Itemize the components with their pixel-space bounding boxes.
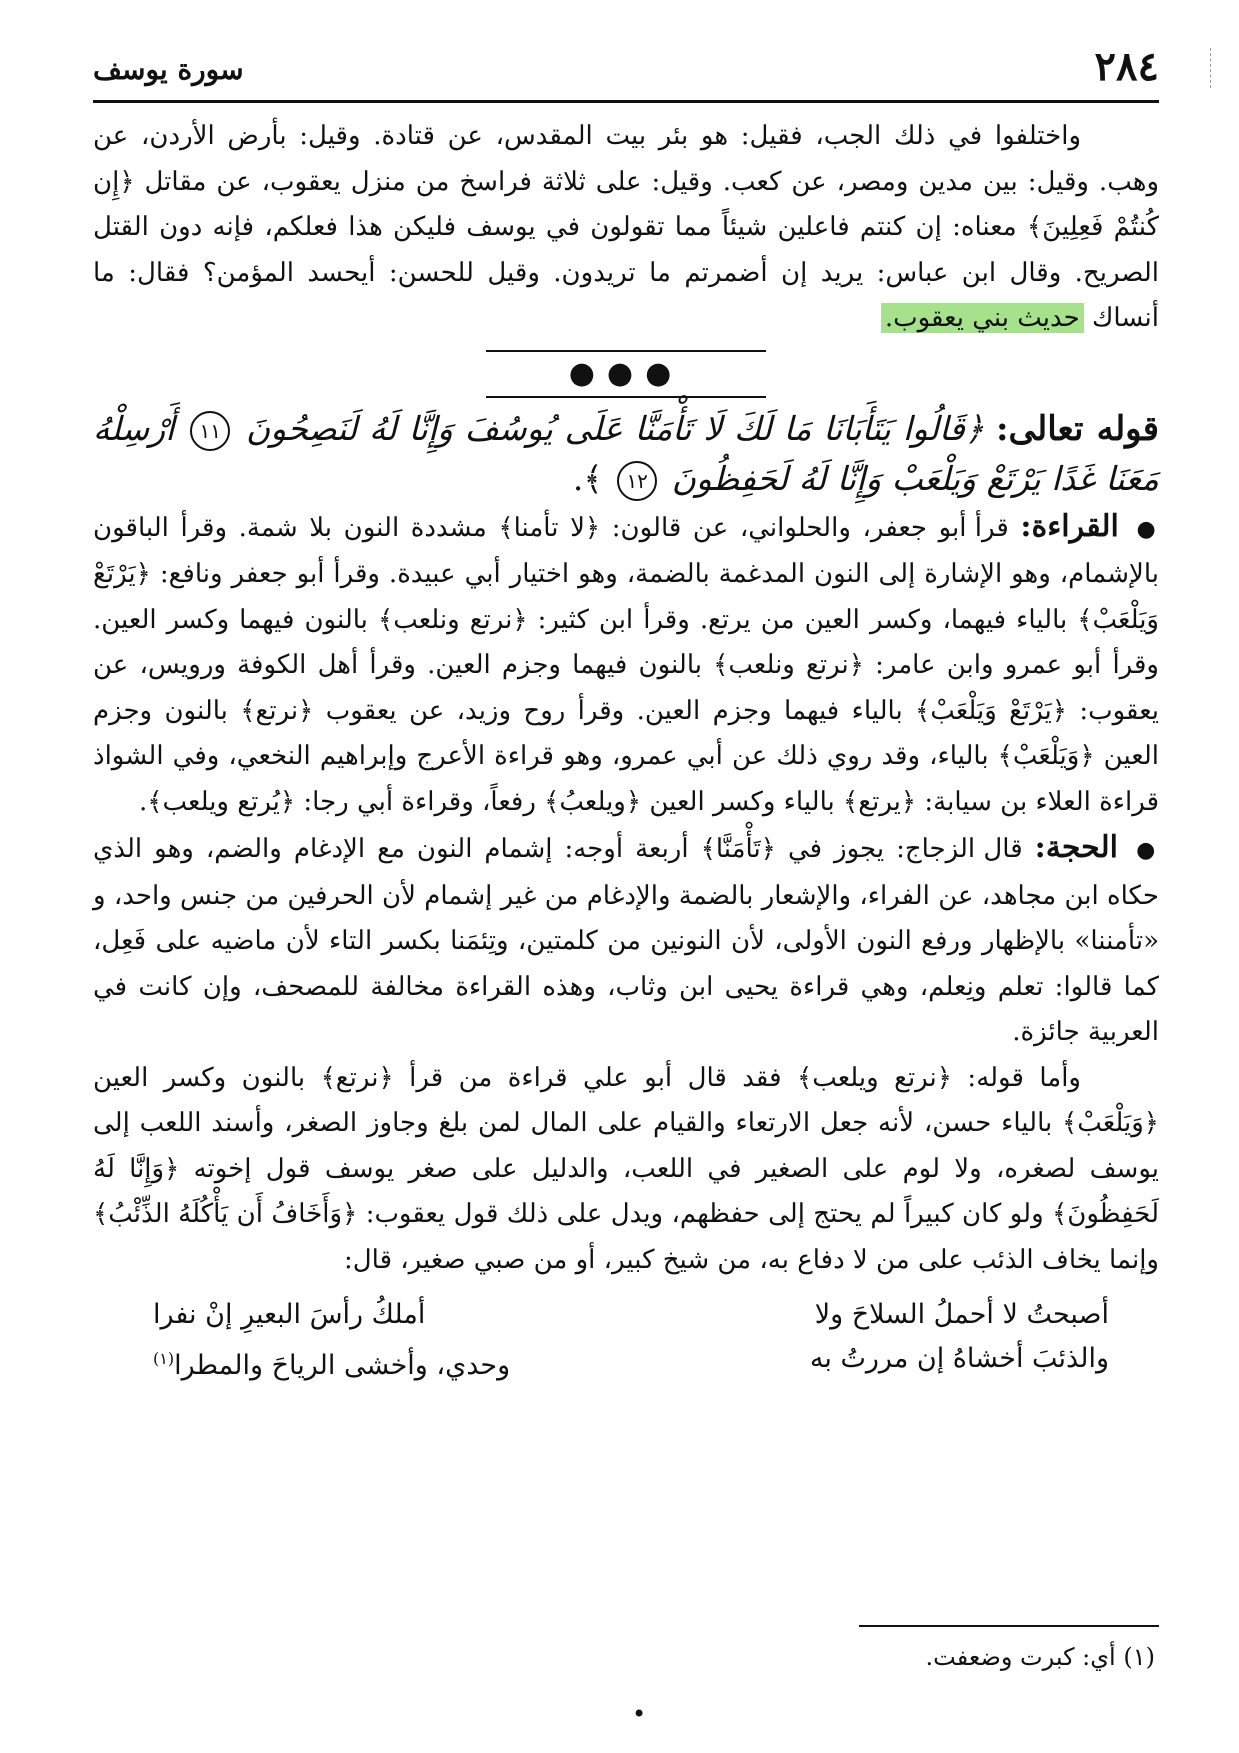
poetry-hemistich: أملكُ رأسَ البعيرِ إنْ نفرا (153, 1299, 426, 1330)
crop-mark (1210, 48, 1211, 88)
ayah-number-marker: ١١ (190, 411, 230, 451)
verse-text-2: أَرْسِلْهُ مَعَنَا غَدًا يَرْتَعْ وَيَلْعَبْ وَإِنَّا لَهُ لَحَفِظُونَ (93, 408, 1159, 498)
footnote-rule (859, 1625, 1159, 1627)
verse-intro: قوله تعالى: (995, 408, 1159, 449)
qiraa-section (93, 504, 1159, 826)
poetry-hemistich-with-ref (153, 1337, 510, 1388)
separator-rule-bottom (486, 396, 766, 398)
qiraa-text: قرأ أبو جعفر، والحلواني، عن قالون: ﴿لا تأمنا﴾ مشددة النون بلا شمة. وقرأ الباقون بالإشمام، وهو الإشارة إلى النون المدغمة بالضمة، وهو اختيار أبي عبيدة. وقرأ أبو جعفر ونافع: ﴿يَرْتَعْ وَيَلْعَبْ﴾ بالياء فيهما، وكسر العين من يرتع. وقرأ ابن كثير: ﴿نرتع ونلعب﴾ بالنون فيهما وكسر العين. وقرأ أبو عمرو وابن عامر: ﴿نرتع ونلعب﴾ بالنون فيهما وجزم العين. وقرأ أهل الكوفة ورويس، عن يعقوب: ﴿يَرْتَعْ وَيَلْعَبْ﴾ بالياء فيهما وجزم العين. وقرأ روح وزيد، عن يعقوب ﴿نرتع﴾ بالنون وجزم العين ﴿وَيَلْعَبْ﴾ بالياء، وقد روي ذلك عن أبي عمرو، وهو قراءة الأعرج وإبراهيم النخعي، وفي الشواذ قراءة العلاء بن سيابة: ﴿يرتع﴾ بالياء وكسر العين ﴿ويلعبُ﴾ رفعاً، وقراءة أبي رجا: ﴿يُرتع ويلعب﴾. (93, 512, 1159, 817)
poetry-verse (93, 1337, 1159, 1388)
surah-title: سورة يوسف (93, 53, 244, 86)
page-body (93, 114, 1159, 1388)
hujja-section (93, 825, 1159, 1056)
hujja-text: قال الزجاج: يجوز في ﴿تَأْمَنَّا﴾ أربعة أوجه: إشمام النون مع الإدغام والضم، وهو الذي حكاه ابن مجاهد، عن الفراء، والإشعار بالضمة والإدغام من غير إشمام لأن الحرفين من جنس واحد، و «تأمننا» بالإظهار ورفع النون الأولى، لأن النونين من كلمتين، وتِئمَنا بكسر التاء لأن ماضيه على فَعِل، كما قالوا: تعلم ونِعلم، وهي قراءة يحيى ابن وثاب، وهذه القراءة مخالفة للمصحف، وإن كانت في العربية جائزة. (93, 834, 1159, 1047)
page-header (93, 40, 1159, 103)
poetry-hemistich: أصبحتُ لا أحملُ السلاحَ ولا (814, 1299, 1109, 1330)
page-bottom-mark: • (632, 1700, 647, 1728)
verse-text-1: ﴿قَالُوا يَتَأَبَانَا مَا لَكَ لَا تَأْمَنَّا عَلَى يُوسُفَ وَإِنَّا لَهُ لَنَصِحُونَ (246, 408, 985, 448)
footnote-marker: (١) (1123, 1643, 1155, 1671)
page-number: ٢٨٤ (1094, 43, 1159, 90)
highlighted-text: حديث بني يعقوب. (881, 303, 1084, 333)
section-separator (93, 350, 1159, 398)
intro-text: واختلفوا في ذلك الجب، فقيل: هو بئر بيت المقدس، عن قتادة. وقيل: بأرض الأردن، عن وهب. وقيل: بين مدين ومصر، عن كعب. وقيل: على ثلاثة فراسخ من منزل يعقوب، عن مقاتل ﴿إِن كُنتُمْ فَعِلِينَ﴾ معناه: إن كنتم فاعلين شيئاً مما تقولون في يوسف فليكن هذا فعلكم، فإنه دون القتل الصريح. وقال ابن عباس: يريد إن أضمرتم ما تريدون. وقيل للحسن: أيحسد المؤمن؟ فقال: ما أنساك (93, 121, 1159, 333)
separator-dots: ●●● (568, 355, 684, 391)
footnote-reference: (١) (153, 1349, 175, 1368)
discussion-paragraph: وأما قوله: ﴿نرتع ويلعب﴾ فقد قال أبو علي قراءة من قرأ ﴿نرتع﴾ بالنون وكسر العين ﴿وَيَلْعَبْ﴾ بالياء حسن، لأنه جعل الارتعاء والقيام على المال لمن بلغ وجاوز الصغر، وأسند اللعب إلى يوسف لصغره، ولا لوم على الصغير في اللعب، والدليل على صغر يوسف قول إخوته ﴿وَإِنَّا لَهُ لَحَفِظُونَ﴾ ولو كان كبيراً لم يحتج إلى حفظهم، ويدل على ذلك قول يعقوب: ﴿وَأَخَافُ أَن يَأْكُلَهُ الذِّئْبُ﴾ وإنما يخاف الذئب على من لا دفاع به، من شيخ كبير، أو من صبي صغير، قال: (93, 1062, 1159, 1275)
poetry-hemistich: والذئبَ أخشاهُ إن مررتُ به (809, 1343, 1109, 1374)
intro-paragraph (93, 114, 1159, 342)
hujja-label: الحجة: (1034, 830, 1119, 865)
poetry-hemistich: وحدي، وأخشى الرياحَ والمطرا (174, 1350, 511, 1381)
quran-verse-block (93, 404, 1159, 504)
footnote-item (93, 1639, 1155, 1675)
separator-rule-top (486, 350, 766, 352)
footnotes (93, 1625, 1159, 1675)
poetry-block (93, 1293, 1159, 1388)
footnote-text: أي: كبرت وضعفت. (925, 1643, 1116, 1671)
bullet-icon: ● (1136, 516, 1160, 542)
bullet-icon: ● (1136, 838, 1160, 863)
ayah-number-marker: ١٢ (617, 461, 657, 501)
poetry-verse (93, 1293, 1159, 1337)
qiraa-label: القراءة: (1020, 508, 1119, 544)
verse-closing: ﴾. (572, 458, 603, 498)
